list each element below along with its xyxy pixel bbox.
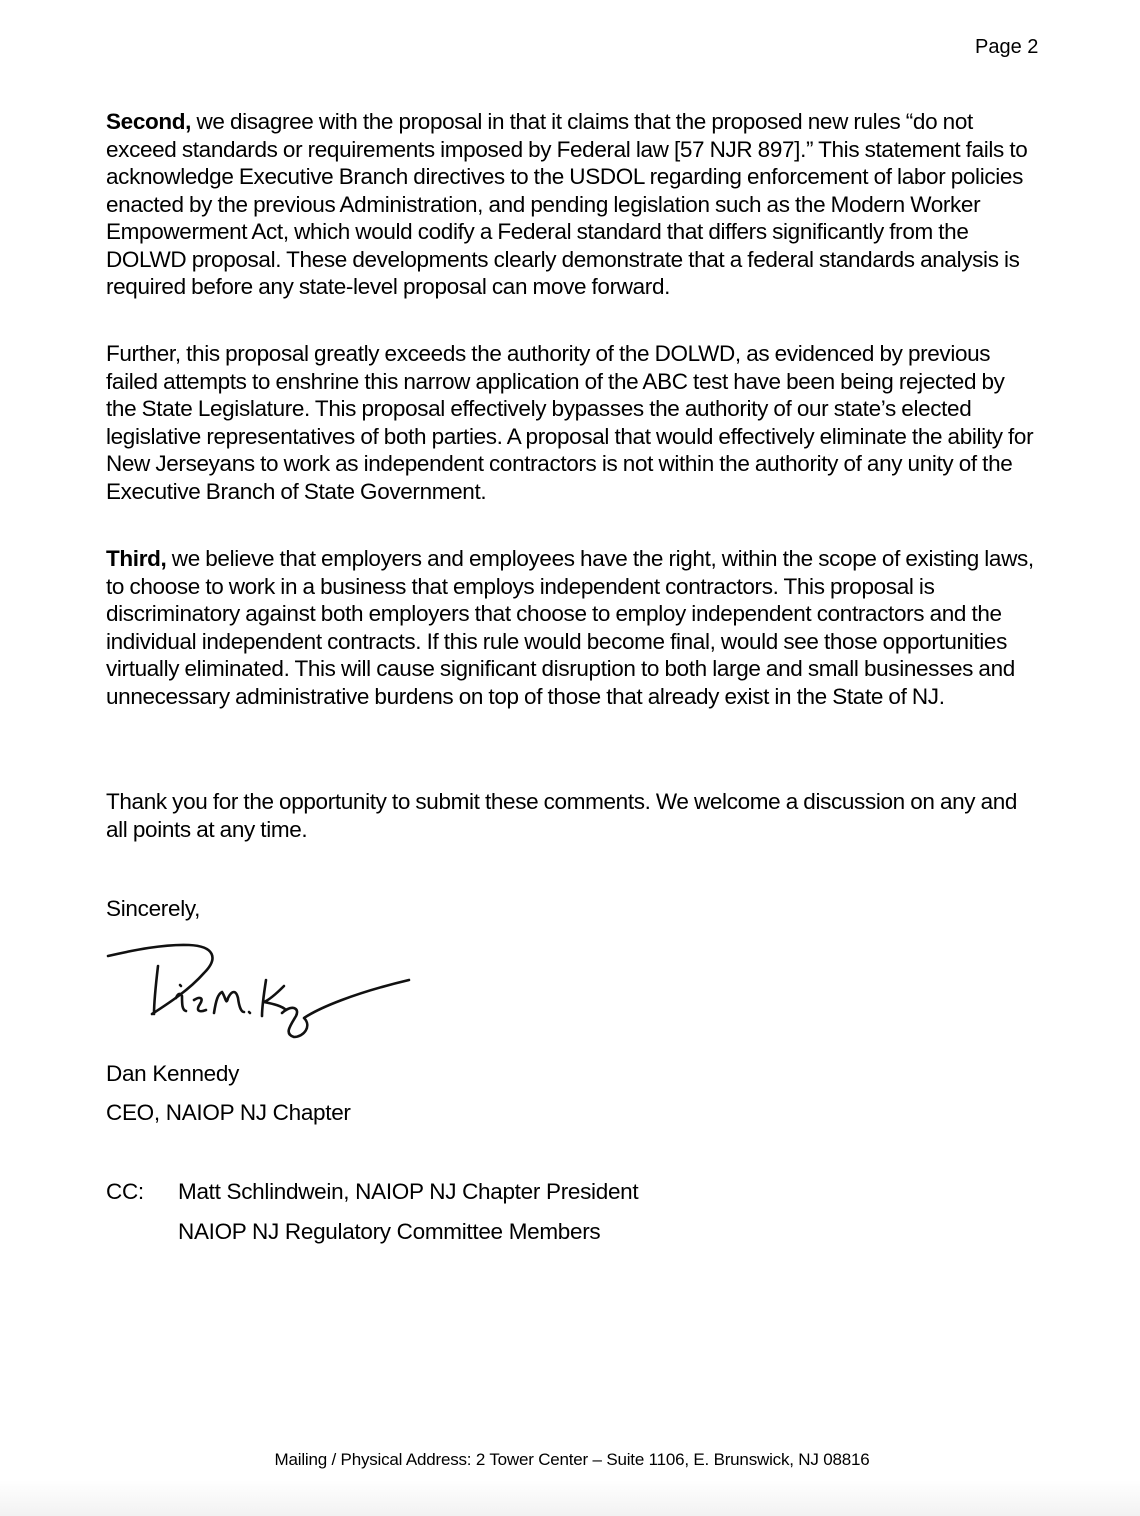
paragraph-further	[106, 340, 1038, 505]
paragraph-lead: Second,	[106, 109, 192, 134]
page-bottom-shadow	[0, 1480, 1140, 1516]
signature-image	[104, 938, 414, 1043]
cc-label: CC:	[106, 1179, 144, 1204]
signature-stroke	[180, 985, 181, 986]
cc-recipient: Matt Schlindwein, NAIOP NJ Chapter President	[178, 1179, 639, 1204]
paragraph-second	[106, 108, 1038, 301]
signature-stroke	[249, 1012, 250, 1013]
signature-stroke	[154, 966, 158, 1014]
paragraph-lead: Third,	[106, 546, 167, 571]
footer-address: Mailing / Physical Address: 2 Tower Center – Suite 1106, E. Brunswick, NJ 08816	[274, 1450, 870, 1469]
signature-stroke	[108, 945, 212, 1014]
signer-title: CEO, NAIOP NJ Chapter	[106, 1100, 351, 1125]
signature-stroke	[282, 980, 409, 1037]
paragraph-third	[106, 545, 1038, 710]
paragraph-thanks	[106, 788, 1038, 843]
paragraph-text: Further, this proposal greatly exceeds the authority of the DOLWD, as evidenced by previous failed attempts to enshrine this narrow application of the ABC test have been being rejected by the State Legislature. This proposal effectively bypasses the authority of our state’s elected legislative representatives of both parties. A proposal that would effectively eliminate the ability for New Jerseyans to work as independent contractors is not within the authority of any unity of the Executive Branch of State Government.	[106, 341, 1034, 504]
salutation: Sincerely,	[106, 896, 201, 921]
signature-stroke	[176, 994, 186, 1011]
signature-stroke	[262, 980, 266, 1016]
cc-recipient: NAIOP NJ Regulatory Committee Members	[178, 1219, 601, 1244]
signature-stroke	[194, 998, 206, 1011]
paragraph-text: Thank you for the opportunity to submit these comments. We welcome a discussion on any and all points at any time.	[106, 789, 1018, 842]
signature-stroke	[214, 992, 244, 1013]
page-number: Page 2	[975, 36, 1039, 58]
paragraph-text: we believe that employers and employees have the right, within the scope of existing laws, to choose to work in a business that employs independent contractors. This proposal is discriminatory against both employers that choose to employ independent contractors and the individual independent contracts. If this rule would become final, would see those opportunities virtually eliminated. This will cause significant disruption to both large and small businesses and unnecessary administrative burdens on top of those that already exist in the State of NJ.	[106, 546, 1034, 709]
signature-stroke	[264, 986, 286, 1010]
footer	[0, 1450, 1140, 1470]
paragraph-text: we disagree with the proposal in that it claims that the proposed new rules “do not exceed standards or requirements imposed by Federal law [57 NJR 897].” This statement fails to acknowledge Executive Branch directives to the USDOL regarding enforcement of labor policies enacted by the previous Administration, and pending legislation such as the Modern Worker Empowerment Act, which would codify a Federal standard that differs significantly from the DOLWD proposal. These developments clearly demonstrate that a federal standards analysis is required before any state-level proposal can move forward.	[106, 109, 1028, 299]
signer-name: Dan Kennedy	[106, 1061, 240, 1086]
